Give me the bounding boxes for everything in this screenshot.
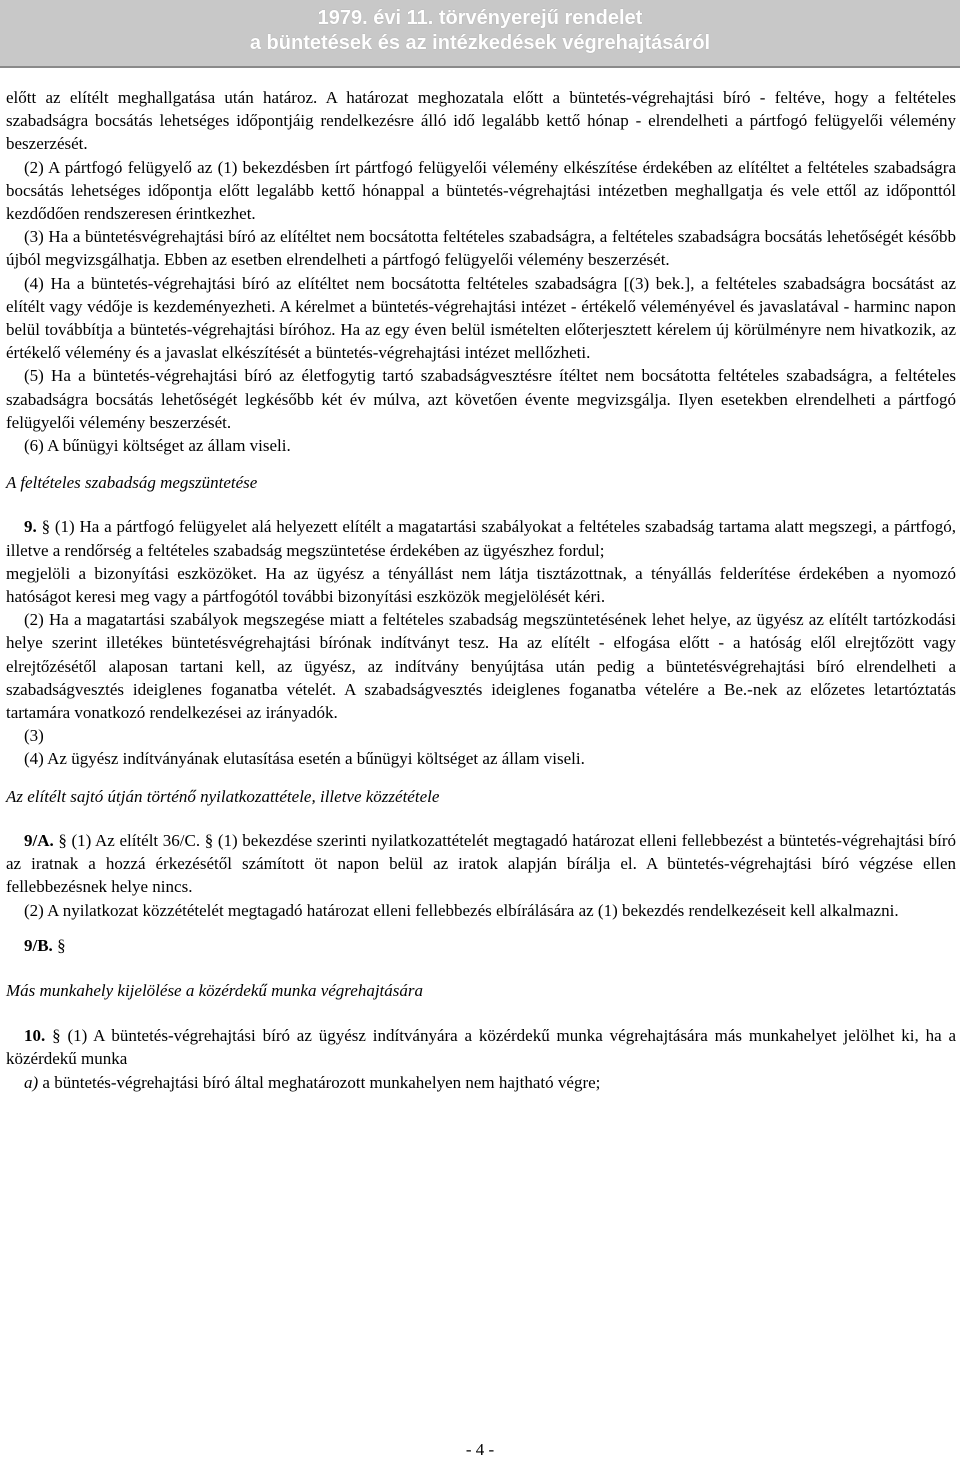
document-header (0, 0, 960, 68)
section-heading: Más munkahely kijelölése a közérdekű munka végrehajtására (6, 980, 424, 1000)
paragraph: megjelöli a bizonyítási eszközöket. Ha az ügyész a tényállást nem látja tisztázottnak, a tényállás felderítése érdekében a nyomozó hatóságot keresi meg vagy a pártfogótól további bizonyítási eszközök megjelölését kéri. (6, 563, 956, 607)
section-symbol: § (58, 830, 67, 850)
list-item (6, 1071, 956, 1094)
paragraph: (4) Az ügyész indítványának elutasítása esetén a bűnügyi költséget az állam viseli. (24, 749, 585, 769)
paragraph: (3) Ha a büntetésvégrehajtási bíró az elítéltet nem bocsátotta feltételes szabadságra, a feltételes szabadságra bocsátás lehetőségét később újból megvizsgálhatja. Ebben az esetben elrendelheti a pártfogó felügyelői vélemény beszerzését. (6, 227, 956, 270)
section-symbol: § (41, 517, 51, 537)
paragraph: (2) A pártfogó felügyelő az (1) bekezdésben írt pártfogó felügyelői vélemény elkészítése érdekében az elítéltet a feltételes szabadságra bocsátás lehetséges időpontja előtt legalább kettő hónappal a büntetés-végrehajtási intézetben meghallgatja és vele ettől az időponttól kezdődően rendszeresen érintkezhet. (6, 157, 956, 224)
paragraph-text: (1) A büntetés-végrehajtási bíró az ügyész indítványára a közérdekű munka végrehajtására más munkahelyet jelölhet ki, ha a közérdekű munka (6, 1026, 957, 1069)
section-heading: Az elítélt sajtó útján történő nyilatkozattétele, illetve közzététele (6, 786, 440, 806)
section-symbol: § (57, 935, 66, 955)
section-9-paragraph (6, 515, 956, 561)
page-number: - 4 - (465, 1440, 495, 1459)
list-item-label: a) (24, 1072, 39, 1092)
document-body (6, 86, 956, 1094)
paragraph: előtt az elítélt meghallgatása után határoz. A határozat meghozatala előtt a büntetés-végrehajtási bíró - feltéve, hogy a feltételes szabadságra bocsátás lehetséges időpontjáig rendelkezésre álló idő legalább kettő hónap - elrendelheti a pártfogó felügyelői vélemény beszerzését. (6, 88, 956, 154)
section-symbol: § (52, 1026, 61, 1046)
paragraph: (4) Ha a büntetés-végrehajtási bíró az elítéltet nem bocsátotta feltételes szabadságra [(3) bek.], a feltételes szabadságra bocsátást az elítélt vagy védője is kezdeményezheti. A kérelmet a büntetés-végrehajtási intézet - értékelő véleményével és javaslatával - harminc napon belül továbbítja a büntetés-végrehajtási bíróhoz. Ha az egy éven belül ismételten előterjesztett kérelem új körülményre nem hivatkozik, az értékelő vélemény és a javaslat elkészítését a büntetés-végrehajtási intézet mellőzheti. (6, 273, 956, 363)
section-number: 9/A. (24, 830, 54, 850)
section-9a-paragraph (6, 829, 956, 899)
list-item-text: a büntetés-végrehajtási bíró által meghatározott munkahelyen nem hajtható végre; (42, 1072, 601, 1092)
section-9b-paragraph (6, 934, 956, 957)
section-10-paragraph (6, 1024, 956, 1070)
paragraph-text: (1) Az elítélt 36/C. § (1) bekezdése szerinti nyilatkozattételét megtagadó határozat elleni fellebbezést a büntetés-végrehajtási bíró az iratnak a hozzá érkezésétől számított öt napon belül az iratok alapján bírálja el. A büntetés-végrehajtási bíró végzése ellen fellebbezésnek helye nincs. (6, 830, 956, 897)
section-number: 10. (24, 1026, 46, 1046)
header-subtitle: a büntetések és az intézkedések végrehajtásáról (249, 32, 711, 54)
paragraph: (2) A nyilatkozat közzétételét megtagadó határozat elleni fellebbezés elbírálására az (1) bekezdés rendelkezéseit kell alkalmazni. (24, 900, 899, 920)
paragraph: (2) Ha a magatartási szabályok megszegése miatt a feltételes szabadság megszüntetésének lehet helye, az ügyész az elítélt tartózkodási helye szerint illetékes büntetésvégrehajtási bírónak indítványt tesz. Ha az elítélt - elfogása előtt - a hatóság elől elrejtőzött vagy elrejtőzésétől alaposan tartani kell, az ügyész, az indítvány benyújtása után pedig a büntetésvégrehajtási bíró elrendelheti a szabadságvesztés ideiglenes foganatba vételét. A szabadságvesztés ideiglenes foganatba vételére a Be.-nek az előzetes letartóztatás tartamára vonatkozó rendelkezései az irányadók. (6, 610, 956, 723)
section-number: 9. (24, 517, 37, 537)
section-heading: A feltételes szabadság megszüntetése (6, 473, 258, 493)
paragraph-text: (1) Ha a pártfogó felügyelet alá helyezett elítélt a magatartási szabályokat a feltételes szabadság tartama alatt megszegi, a pártfogó, illetve a rendőrség a feltételes szabadság megszüntetése érdekében az ügyészhez fordul; (6, 517, 957, 560)
paragraph: (6) A bűnügyi költséget az állam viseli. (24, 436, 291, 456)
paragraph: (3) (24, 726, 44, 746)
paragraph: (5) Ha a büntetés-végrehajtási bíró az életfogytig tartó szabadságvesztésre ítéltet nem bocsátotta feltételes szabadságra, a feltételes szabadságra bocsátás lehetőségét legkésőbb két év múlva, azt követően évente megvizsgálja. Ilyen esetekben elrendelheti a pártfogó felügyelői vélemény beszerzését. (6, 366, 956, 432)
section-number: 9/B. (24, 935, 53, 955)
header-title: 1979. évi 11. törvényerejű rendelet (317, 7, 643, 29)
